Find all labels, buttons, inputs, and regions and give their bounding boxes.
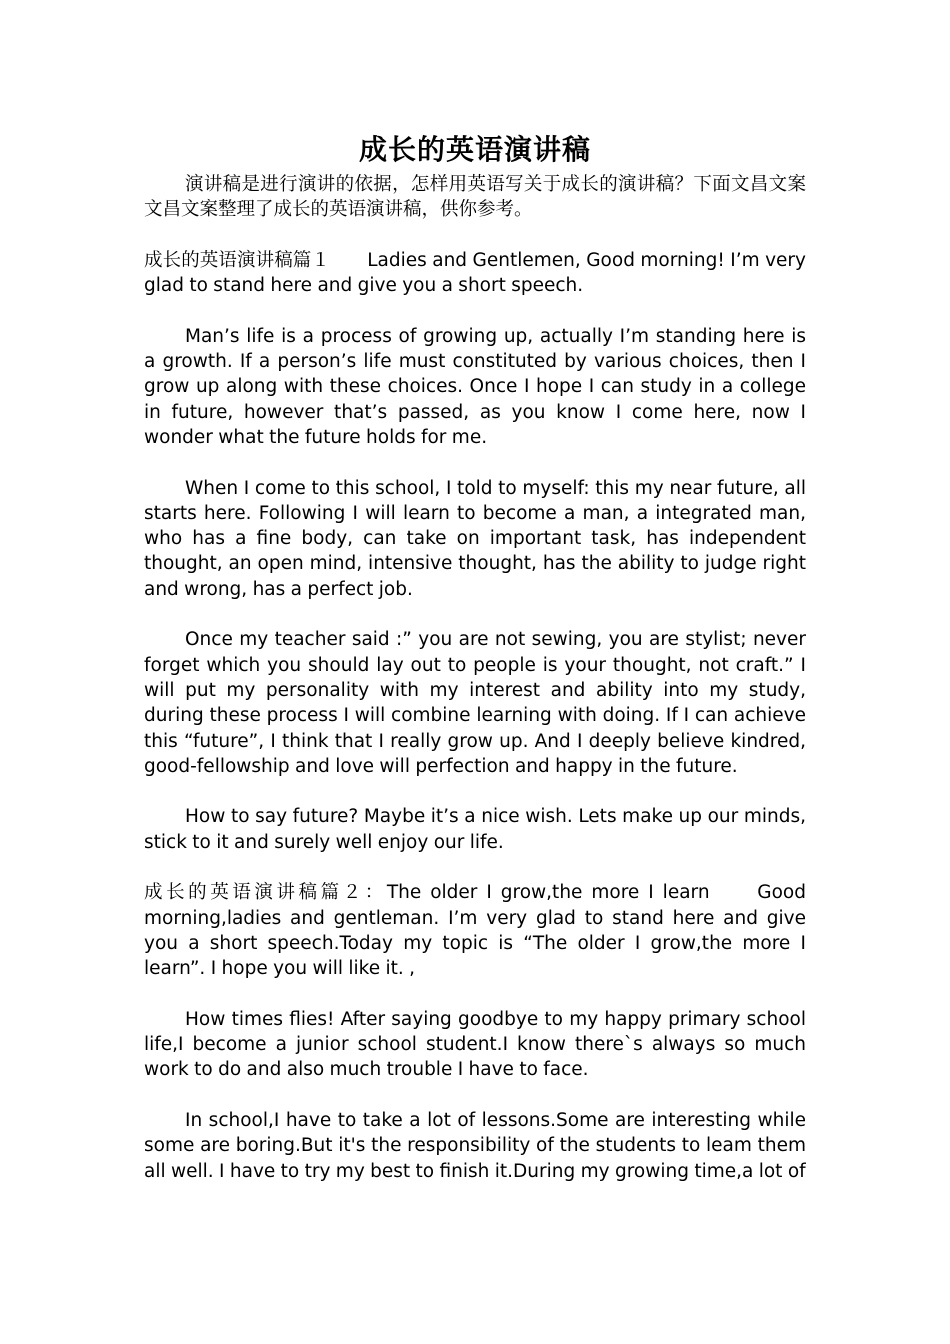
body-paragraph: How to say future? Maybe it’s a nice wish. Lets make up our minds, stick to it and surely well enjoy our life. (144, 806, 806, 853)
speech-2-heading-paragraph: 成长的英语演讲稿篇２：The older I grow,the more I learn Good morning,ladies and gentleman. I’m very glad to stand here and give you a short speech.Today my topic is “The older I grow,the more I learn”. I hope you will like it. , (144, 882, 806, 980)
body-paragraph: How times flies! After saying goodbye to my happy primary school life,I become a junior school student.I know there`s always so much work to do and also much trouble I have to face. (144, 1008, 806, 1081)
speech-1-heading-paragraph: 成长的英语演讲稿篇１ Ladies and Gentlemen, Good morning! I’m very glad to stand here and give you a short speech. (144, 249, 806, 297)
body-paragraph: Man’s life is a process of growing up, actually I’m standing here is a growth. If a person’s life must constituted by various choices, then I grow up along with these choices. Once I hope I can study in a college in future, however that’s passed, as you know I come here, now I wonder what the future holds for me. (144, 325, 806, 448)
document-title: 成长的英语演讲稿 (358, 133, 591, 166)
body-paragraph: Once my teacher said :” you are not sewing, you are stylist; never forget which you should lay out to people is your thought, not craft.” I will put my personality with my interest and ability into my study, during these process I will combine learning with doing. If I can achieve this “future”, I think that I really grow up. And I deeply believe kindred, good-fellowship and love will perfection and happy in the future. (144, 629, 806, 777)
intro-paragraph: 演讲稿是进行演讲的依据，怎样用英语写关于成长的演讲稿？下面文昌文案文昌文案整理了成长的英语演讲稿，供你参考。 (144, 174, 806, 221)
body-paragraph: When I come to this school, I told to myself: this my near future, all starts here. Following I will learn to become a man, a integrated man, who has a fine body, can take on important task, has independent thought, an open mind, intensive thought, has the ability to judge right and wrong, has a perfect job. (144, 477, 806, 600)
document-page (144, 128, 806, 1209)
body-paragraph: In school,I have to take a lot of lessons.Some are interesting while some are boring.But it's the responsibility of the students to leam them all well. I have to try my best to finish it.During my growing time,a lot of (144, 1109, 806, 1182)
